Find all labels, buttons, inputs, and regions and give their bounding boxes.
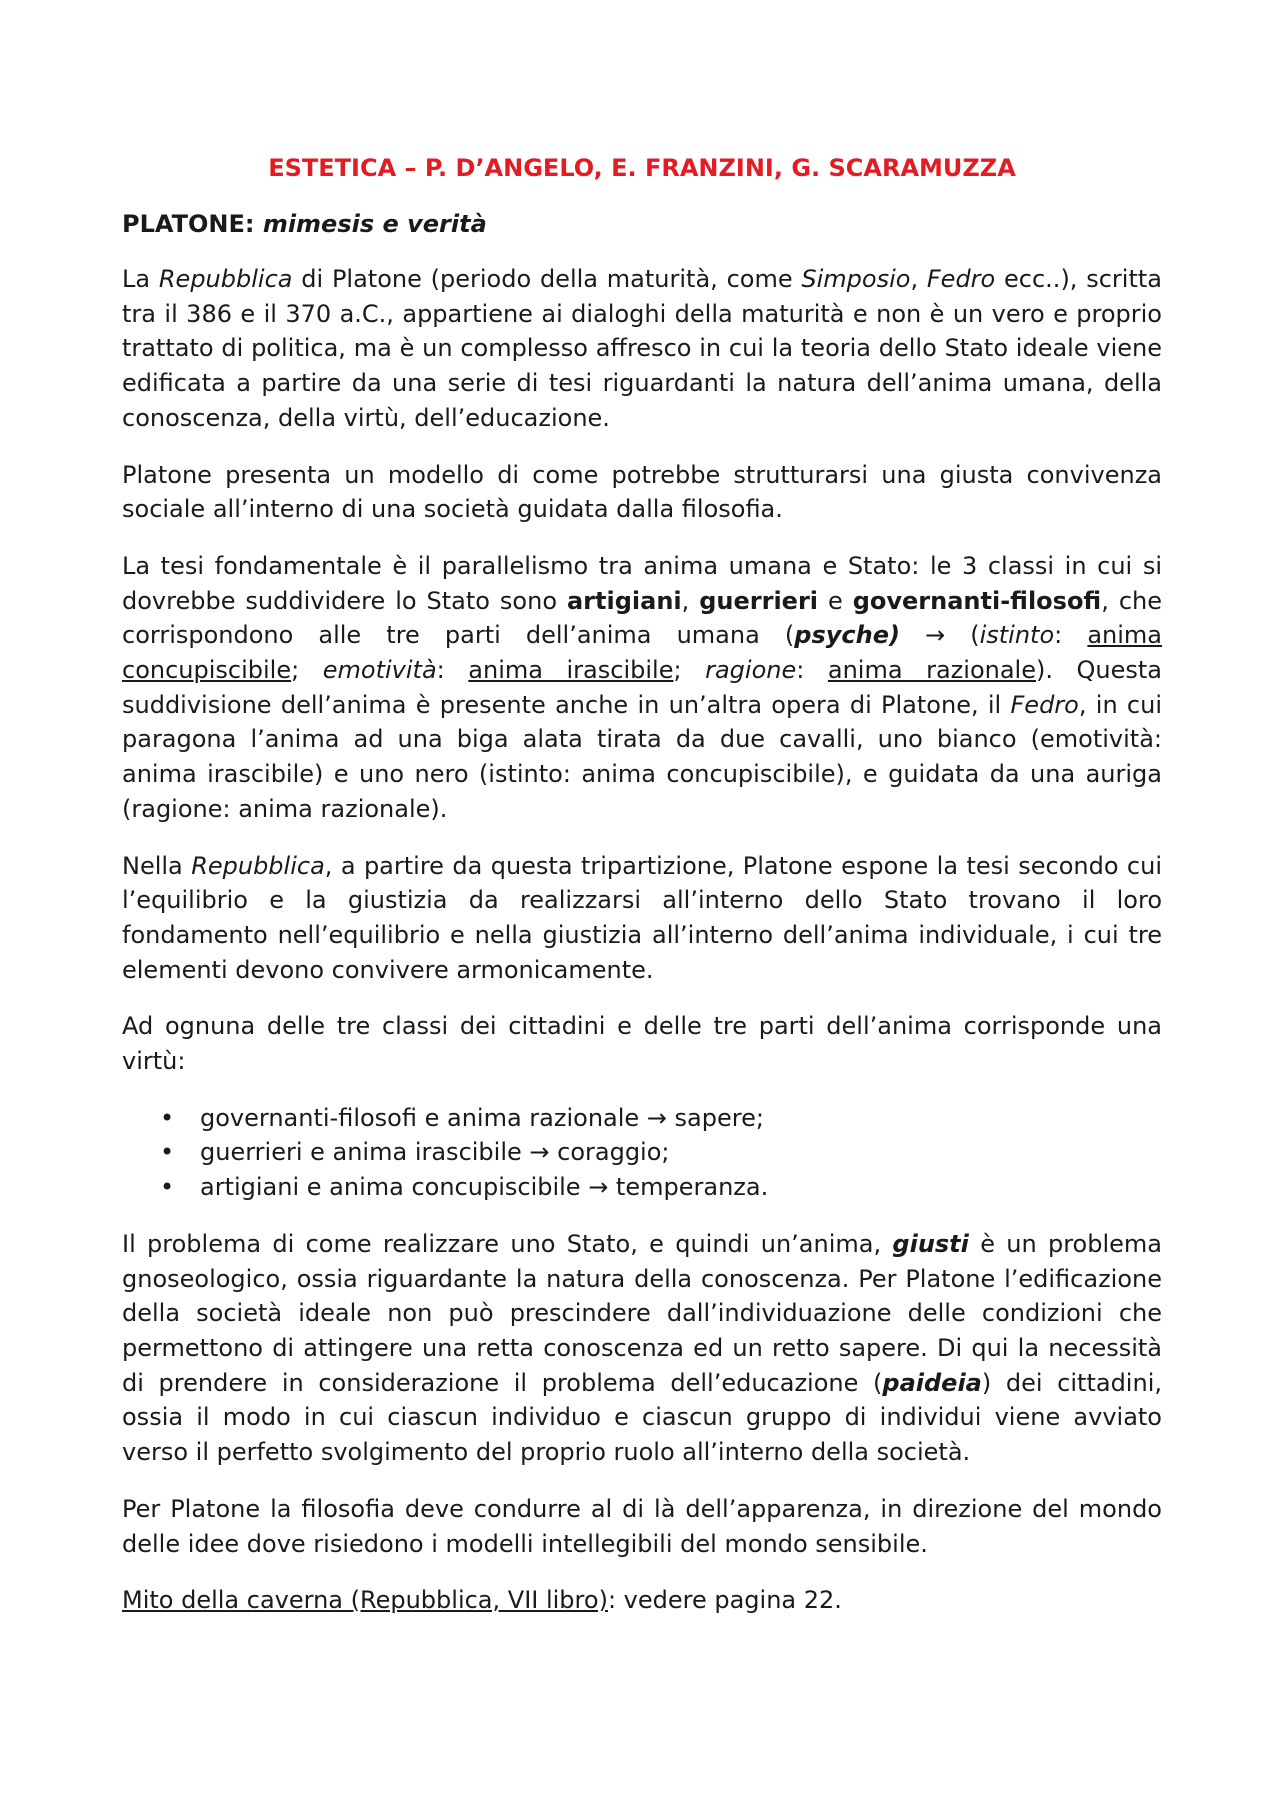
underlined-run: anima irascibile (468, 656, 674, 685)
underlined-run: Mito della caverna (Repubblica, VII libro) (122, 1586, 608, 1615)
text-run: , a partire da questa tripartizione, Platone espone la tesi secondo cui l’equilibrio e la giustizia da realizzarsi all’interno dello Stato trovano il loro fondamento nell’equilibrio e nella giustizia all’interno dell’anima individuale, i cui tre elementi devono convivere armonicamente. (122, 851, 1163, 984)
text-run: , in cui paragona l’anima ad una biga alata tirata da due cavalli, uno bianco (emotività: anima irascibile) e uno nero (istinto: anima concupiscibile), e guidata da una auriga (ragione: anima razionale). (122, 690, 1163, 823)
text-run: Nella (122, 851, 192, 880)
text-run: ; (291, 656, 323, 685)
italic-run: Fedro (1010, 690, 1079, 719)
text-run: , che corrispondono alle tre parti dell’anima umana ( (122, 586, 1162, 650)
list-item (122, 1170, 1162, 1205)
bold-run: governanti-filosofi (852, 586, 1102, 615)
text-run: ecc..), scritta tra il 386 e il 370 a.C., appartiene ai dialoghi della maturità e non è un vero e proprio trattato di politica, ma è un complesso affresco in cui la teoria dello Stato ideale viene edificata a partire da una serie di tesi riguardanti la natura dell’anima umana, della conoscenza, della virtù, dell’educazione. (122, 265, 1162, 432)
text-run: ). Questa suddivisione dell’anima è presente anche in un’altra opera di Platone, il (122, 656, 1163, 719)
italic-run: Simposio (801, 265, 911, 293)
paragraph-mito-caverna (122, 1583, 1162, 1618)
text-run: : vedere pagina 22. (607, 1586, 842, 1615)
italic-run: ragione (705, 656, 797, 685)
text-run: Il problema di come realizzare uno Stato, e quindi un’anima, (122, 1229, 893, 1258)
list-item (122, 1101, 1162, 1136)
text-run: La tesi fondamentale è il parallelismo tra anima umana e Stato: le 3 classi in cui si dovrebbe suddividere lo Stato sono (122, 551, 1162, 615)
italic-run: Fedro (926, 265, 996, 293)
bold-italic-run: giusti (892, 1229, 969, 1258)
paragraph-problema-gnoseologico (122, 1227, 1162, 1470)
text-run: , (910, 265, 927, 293)
bold-run: guerrieri (699, 586, 819, 615)
list-item (122, 1135, 1162, 1170)
underlined-run: anima concupiscibile (122, 621, 1163, 685)
paragraph-repubblica-intro (122, 262, 1162, 436)
italic-run: Repubblica (158, 265, 293, 293)
bold-italic-run: psyche) (794, 621, 900, 650)
bullet-icon: • (160, 1103, 175, 1132)
text-run: : (436, 656, 469, 685)
paragraph-virtu-intro: Ad ognuna delle tre classi dei cittadini e delle tre parti dell’anima corrisponde una virtù: (122, 1012, 1162, 1076)
section-heading (122, 206, 1162, 242)
list-item-text: governanti-filosofi e anima razionale → sapere; (200, 1103, 764, 1132)
bullet-icon: • (160, 1138, 175, 1167)
italic-run: emotività (322, 656, 437, 685)
underlined-run: anima razionale (827, 656, 1036, 685)
document-page (122, 150, 1162, 1640)
document-title: ESTETICA – P. D’ANGELO, E. FRANZINI, G. SCARAMUZZA (268, 154, 1016, 182)
paragraph-tesi-fondamentale (122, 549, 1162, 827)
paragraph-modello-convivenza: Platone presenta un modello di come potrebbe strutturarsi una giusta convivenza sociale all’interno di una società guidata dalla filosofia. (122, 460, 1162, 524)
text-run: , (681, 586, 700, 615)
text-run: : (796, 656, 828, 685)
section-heading-subtitle: mimesis e verità (262, 210, 487, 238)
italic-run: istinto (979, 621, 1055, 650)
text-run: ) dei cittadini, ossia il modo in cui ciascun individuo e ciascun gruppo di individui viene avviato verso il perfetto svolgimento del proprio ruolo all’interno della società. (122, 1368, 1162, 1467)
italic-run: Repubblica (191, 851, 325, 880)
text-run: di Platone (periodo della maturità, come (292, 265, 802, 293)
paragraph-filosofia-apparenza: Per Platone la filosofia deve condurre al di là dell’apparenza, in direzione del mondo delle idee dove risiedono i modelli intellegibili del mondo sensibile. (122, 1494, 1162, 1558)
bold-run: artigiani (566, 586, 682, 615)
bullet-icon: • (160, 1173, 175, 1202)
arrow-run: → ( (899, 621, 980, 650)
text-run: La (122, 265, 159, 293)
list-item-text: artigiani e anima concupiscibile → temperanza. (200, 1173, 769, 1202)
list-item-text: guerrieri e anima irascibile → coraggio; (200, 1138, 670, 1167)
section-heading-prefix: PLATONE: (122, 210, 255, 238)
bold-italic-run: paideia (882, 1368, 982, 1397)
text-run: e (818, 586, 853, 615)
text-run: : (1054, 621, 1088, 650)
text-run: è un problema gnoseologico, ossia riguardante la natura della conoscenza. Per Platone l’edificazione della società ideale non può prescindere dall’individuazione delle condizioni che permettono di attingere una retta conoscenza ed un retto sapere. Di qui la necessità di prendere in considerazione il problema dell’educazione ( (122, 1229, 1162, 1397)
text-run: ; (673, 656, 706, 685)
virtues-list (122, 1101, 1162, 1205)
paragraph-tripartizione (122, 849, 1162, 988)
